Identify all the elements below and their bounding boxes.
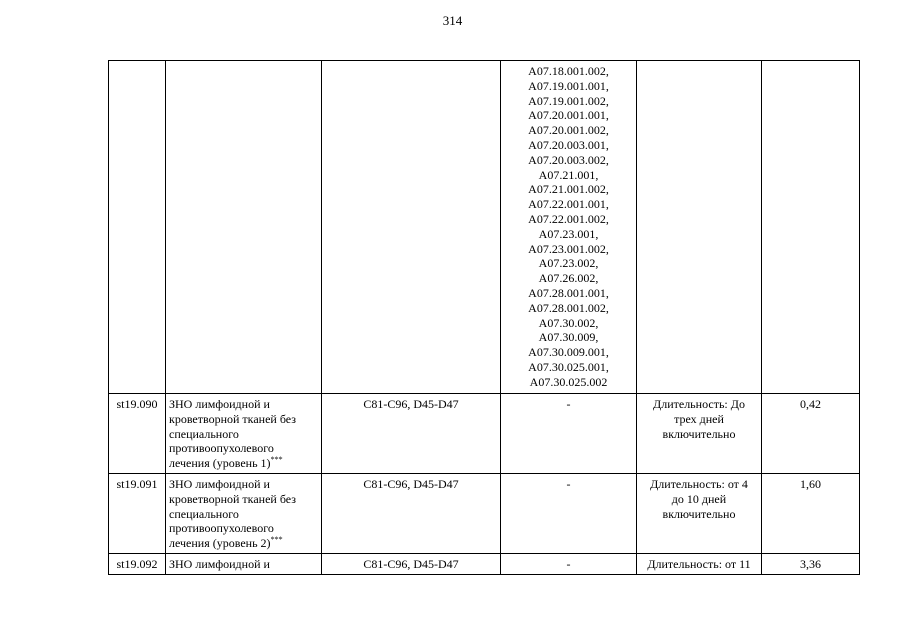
service-codes-cell-line: [504, 94, 633, 109]
ksg-name-cell-text: ЗНО лимфоидной и: [169, 557, 270, 571]
service-codes-cell-text: A07.20.003.002,: [528, 152, 609, 167]
page-number: 314: [442, 13, 463, 28]
service-codes-cell-text: A07.22.001.001,: [528, 197, 609, 212]
service-codes-cell-line: [504, 153, 633, 168]
criteria-cell-line: [640, 477, 758, 492]
service-codes-cell-line: [504, 242, 633, 257]
ksg-name-cell-text: лечения (уровень 1): [169, 456, 271, 471]
ksg-code-cell: st19.091: [109, 474, 166, 554]
criteria-cell-text: трех дней: [674, 411, 724, 426]
service-codes-cell-line: [504, 286, 633, 301]
service-codes-cell-text: A07.30.009.001,: [528, 345, 609, 360]
service-codes-cell-line: [504, 397, 633, 412]
service-codes-cell-text: A07.21.001,: [538, 167, 599, 182]
service-codes-cell-text: A07.22.001.002,: [528, 211, 609, 226]
service-codes-cell-text: A07.20.003.001,: [528, 137, 609, 152]
service-codes-cell-text: A07.23.001,: [538, 226, 599, 241]
service-codes-cell-line: [504, 360, 633, 375]
service-codes-cell-text: A07.28.001.001,: [528, 285, 609, 300]
criteria-cell: [637, 61, 762, 394]
service-codes-cell-line: [504, 182, 633, 197]
criteria-cell-line: [640, 557, 758, 572]
criteria-cell-text: Длительность: До: [653, 397, 745, 411]
service-codes-cell-text: A07.20.001.002,: [528, 123, 609, 138]
ksg-name-cell-text: специального: [169, 506, 239, 521]
service-codes-cell-text: A07.30.025.002: [529, 374, 608, 389]
ksg-name-cell-line: [169, 521, 318, 536]
diagnosis-codes-cell: C81-C96, D45-D47: [322, 474, 501, 554]
ksg-name-cell: [166, 61, 322, 394]
service-codes-cell-line: [504, 108, 633, 123]
service-codes-cell-line: [504, 123, 633, 138]
criteria-cell-line: [640, 507, 758, 522]
table-row: [109, 554, 860, 575]
service-codes-cell-text: A07.23.002,: [538, 256, 599, 271]
ksg-name-cell-line: [169, 412, 318, 427]
coefficient-cell: 1,60: [762, 474, 860, 554]
service-codes-cell-text: A07.20.001.001,: [528, 108, 609, 123]
service-codes-cell-line: [504, 557, 633, 572]
service-codes-cell-text: A07.19.001.001,: [528, 78, 609, 93]
criteria-cell-line: [640, 492, 758, 507]
ksg-name-cell-text: противоопухолевого: [169, 521, 274, 536]
table-row: [109, 61, 860, 394]
service-codes-cell-text: A07.30.002,: [538, 315, 599, 330]
ksg-name-cell-line: [169, 507, 318, 522]
ksg-name-cell: [166, 474, 322, 554]
service-codes-cell-text: A07.26.002,: [538, 271, 599, 286]
service-codes-cell-text: A07.18.001.002,: [528, 64, 609, 78]
ksg-name-cell-line: [169, 557, 318, 572]
service-codes-cell-line: [504, 138, 633, 153]
ksg-code-cell: st19.090: [109, 394, 166, 474]
service-codes-cell-line: [504, 330, 633, 345]
service-codes-cell-line: [504, 316, 633, 331]
ksg-name-cell-line: [169, 492, 318, 507]
criteria-cell-text: до 10 дней: [671, 491, 727, 506]
service-codes-cell-text: A07.28.001.002,: [528, 300, 609, 315]
diagnosis-codes-cell: C81-C96, D45-D47: [322, 554, 501, 575]
footnote-marker: ***: [270, 455, 283, 465]
service-codes-cell: [501, 474, 637, 554]
criteria-cell-text: включительно: [662, 506, 736, 521]
ksg-name-cell-line: [169, 536, 318, 551]
criteria-cell-line: [640, 412, 758, 427]
service-codes-cell-line: [504, 477, 633, 492]
service-codes-cell-line: [504, 227, 633, 242]
ksg-name-cell: [166, 554, 322, 575]
service-codes-cell-line: [504, 197, 633, 212]
ksg-name-cell-text: противоопухолевого: [169, 441, 274, 456]
ksg-name-cell-text: кроветворной тканей без: [169, 411, 296, 426]
criteria-cell-text: включительно: [662, 426, 736, 441]
criteria-cell: [637, 554, 762, 575]
criteria-cell-text: Длительность: от 11: [647, 557, 751, 571]
table-body: [109, 61, 860, 575]
ksg-name-cell-text: лечения (уровень 2): [169, 536, 271, 551]
ksg-name-cell-line: [169, 441, 318, 456]
criteria-cell-line: [640, 427, 758, 442]
service-codes-cell-line: [504, 375, 633, 390]
service-codes-cell-text: -: [566, 477, 571, 491]
coefficient-cell: 0,42: [762, 394, 860, 474]
footnote-marker: ***: [270, 535, 283, 545]
diagnosis-codes-cell: C81-C96, D45-D47: [322, 394, 501, 474]
ksg-name-cell-line: [169, 427, 318, 442]
service-codes-cell-text: A07.21.001.002,: [528, 182, 609, 197]
service-codes-cell-text: -: [566, 397, 571, 411]
ksg-code-cell: [109, 61, 166, 394]
service-codes-cell-line: [504, 271, 633, 286]
ksg-name-cell-text: ЗНО лимфоидной и: [169, 397, 270, 411]
criteria-cell: [637, 394, 762, 474]
criteria-cell: [637, 474, 762, 554]
ksg-name-cell-line: [169, 397, 318, 412]
ksg-name-cell-line: [169, 477, 318, 492]
service-codes-cell-line: [504, 79, 633, 94]
service-codes-cell-line: [504, 301, 633, 316]
service-codes-cell: [501, 554, 637, 575]
service-codes-cell-text: A07.30.009,: [538, 330, 599, 345]
table-row: [109, 474, 860, 554]
service-codes-cell-line: [504, 345, 633, 360]
service-codes-cell-line: [504, 64, 633, 79]
coefficient-cell: [762, 61, 860, 394]
criteria-cell-line: [640, 397, 758, 412]
service-codes-cell-text: A07.30.025.001,: [528, 359, 609, 374]
service-codes-cell-text: A07.19.001.002,: [528, 93, 609, 108]
ksg-name-cell-text: ЗНО лимфоидной и: [169, 477, 270, 491]
service-codes-cell: [501, 61, 637, 394]
ksg-name-cell-text: специального: [169, 426, 239, 441]
ksg-code-cell: st19.092: [109, 554, 166, 575]
ksg-name-cell: [166, 394, 322, 474]
service-codes-cell: [501, 394, 637, 474]
coefficient-cell: 3,36: [762, 554, 860, 575]
service-codes-cell-text: A07.23.001.002,: [528, 241, 609, 256]
ksg-name-cell-text: кроветворной тканей без: [169, 491, 296, 506]
table-row: [109, 394, 860, 474]
diagnosis-codes-cell: [322, 61, 501, 394]
ksg-name-cell-line: [169, 456, 318, 471]
tariff-table: [108, 60, 860, 575]
service-codes-cell-line: [504, 212, 633, 227]
service-codes-cell-line: [504, 168, 633, 183]
service-codes-cell-line: [504, 256, 633, 271]
service-codes-cell-text: -: [566, 557, 571, 571]
criteria-cell-text: Длительность: от 4: [650, 477, 748, 491]
